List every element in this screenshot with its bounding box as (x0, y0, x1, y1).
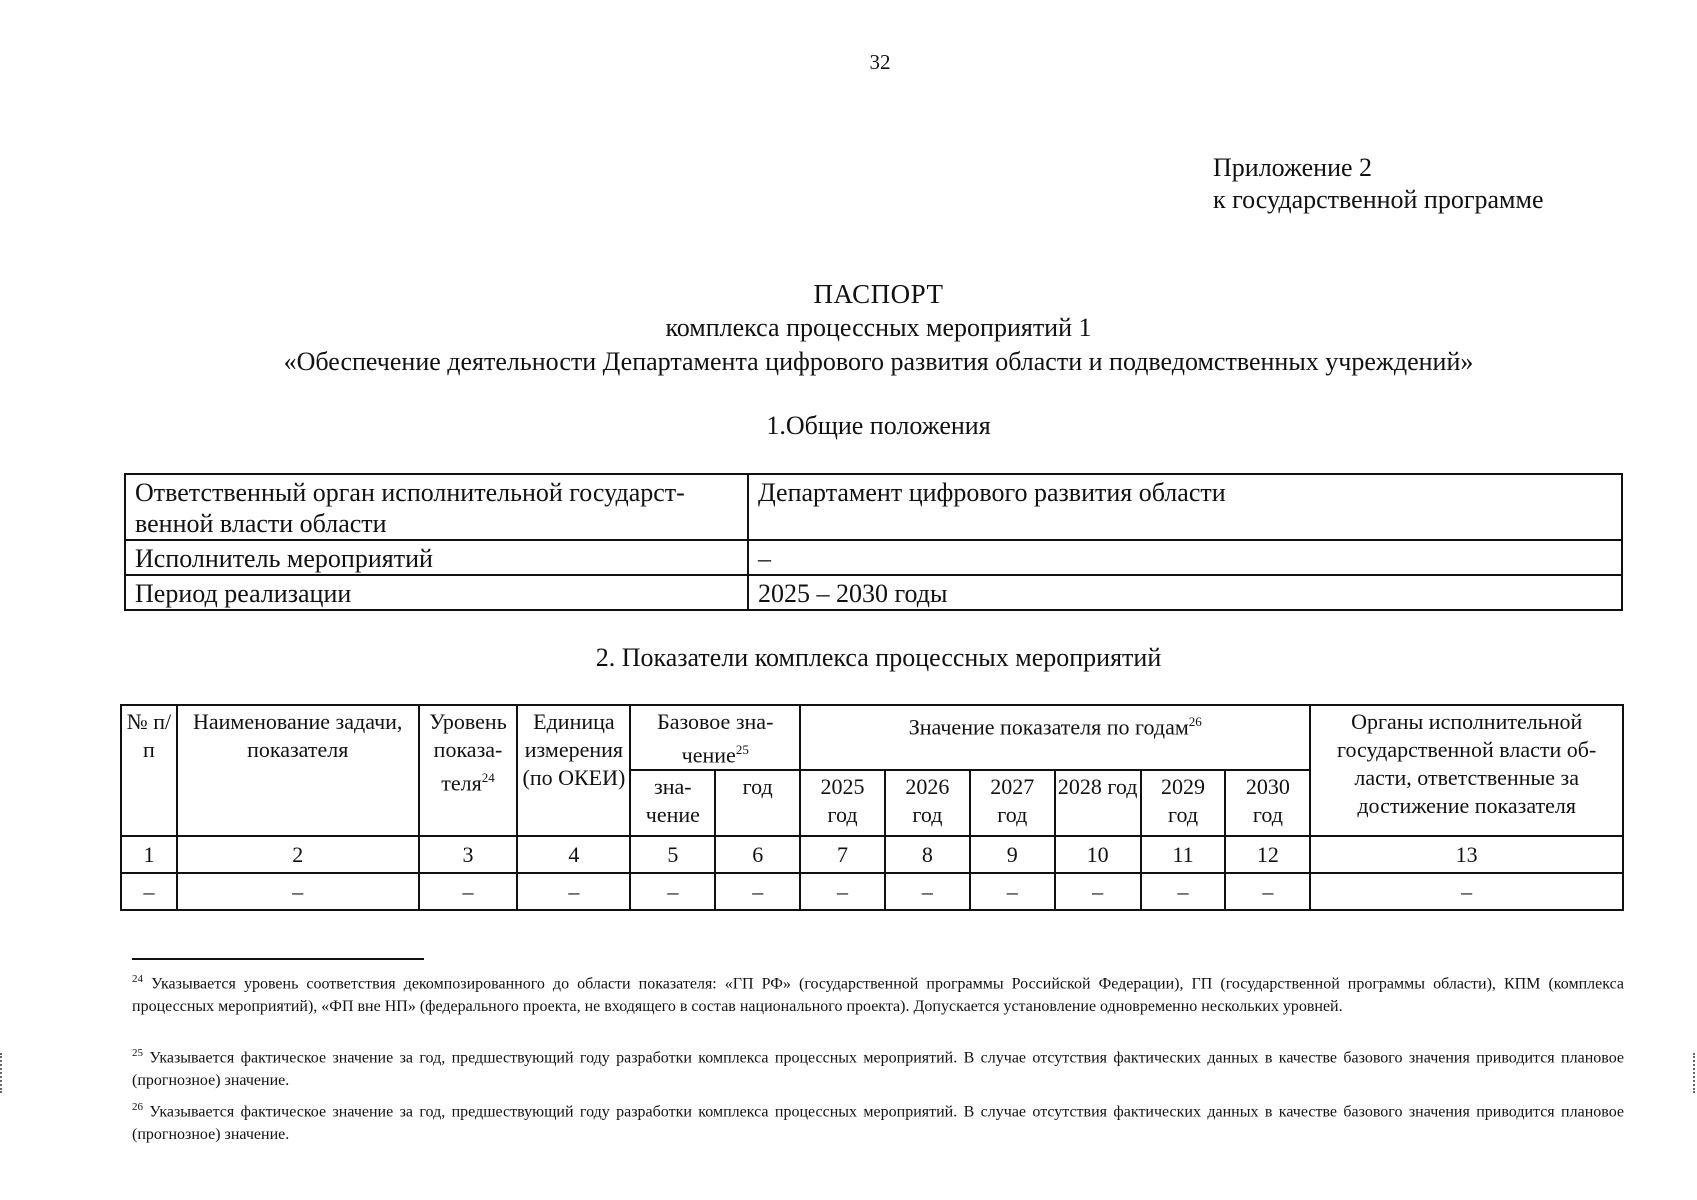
col-header-unit: Единица измерения (по ОКЕИ) (517, 705, 630, 836)
table-row (125, 540, 1622, 575)
footnote-separator (132, 958, 424, 960)
column-number: 6 (715, 836, 800, 873)
table-cell: – (1225, 873, 1310, 910)
col-header-year-2029: 2029 год (1141, 770, 1226, 836)
table-cell: – (1055, 873, 1141, 910)
table-cell: – (630, 873, 715, 910)
passport-name: «Обеспечение деятельности Департамента цифрового развития области и подведомственных учреждений» (283, 347, 1474, 376)
col-header-year-2026: 2026 год (885, 770, 970, 836)
footnote-24 (132, 968, 1624, 1018)
executor-value: – (748, 540, 1622, 575)
col-header-level (419, 705, 518, 836)
appendix-line-2: к государственной программе (1213, 185, 1544, 214)
passport-subtitle: комплекса процессных мероприятий 1 (665, 313, 1092, 342)
column-number: 9 (970, 836, 1055, 873)
column-number: 2 (177, 836, 419, 873)
passport-title: ПАСПОРТ (813, 279, 944, 309)
column-number: 5 (630, 836, 715, 873)
period-label: Период реализации (125, 575, 748, 610)
footnote-number: 24 (132, 973, 143, 985)
table-cell: – (800, 873, 885, 910)
table-cell: – (970, 873, 1055, 910)
column-number: 11 (1141, 836, 1226, 873)
table-row (125, 474, 1622, 540)
footnote-25 (132, 1042, 1624, 1092)
footnote-ref-24: 24 (481, 770, 495, 785)
table-cell: – (1141, 873, 1226, 910)
footnote-text: Указывается фактическое значение за год, предшествующий году разработки комплекса процессных мероприятий. В случае отсутствия фактических данных в качестве базового значения приводится плановое (прогнозное) значение. (132, 1103, 1625, 1144)
period-value: 2025 – 2030 годы (748, 575, 1622, 610)
page-number: 32 (869, 50, 891, 74)
executor-label: Исполнитель мероприятий (125, 540, 748, 575)
column-number: 1 (121, 836, 177, 873)
column-number: 8 (885, 836, 970, 873)
col-header-years-text: Значение показателя по годам (908, 714, 1189, 740)
col-header-level-text: Уровень показателя (429, 709, 507, 796)
footnote-number: 26 (132, 1101, 143, 1113)
footnote-number: 25 (132, 1047, 143, 1059)
appendix-line-1: Приложение 2 (1213, 153, 1373, 182)
indicators-table (120, 704, 1624, 911)
column-number: 13 (1310, 836, 1623, 873)
section-2-heading: 2. Показатели комплекса процессных мероприятий (595, 643, 1162, 672)
scan-edge-mark-right (1693, 1053, 1697, 1093)
column-number: 3 (419, 836, 518, 873)
column-number: 4 (517, 836, 630, 873)
table-cell: – (517, 873, 630, 910)
responsible-body-label: Ответственный орган исполнительной государственной власти области (125, 474, 748, 540)
col-header-years-group (800, 705, 1310, 770)
general-provisions-table (124, 473, 1623, 611)
col-header-base-year: год (715, 770, 800, 836)
appendix-note (1213, 152, 1544, 216)
table-cell: – (1310, 873, 1623, 910)
responsible-body-value: Департамент цифрового развития области (748, 474, 1622, 540)
col-header-base (630, 705, 800, 770)
header-row-1 (121, 705, 1623, 770)
table-row (121, 873, 1623, 910)
col-header-year-2027: 2027 год (970, 770, 1055, 836)
table-cell: – (121, 873, 177, 910)
scan-edge-mark-left (0, 1053, 4, 1093)
table-cell: – (419, 873, 518, 910)
col-header-organs: Органы исполнительной государственной власти области, ответственные за достижение показателя (1310, 705, 1623, 836)
table-cell: – (177, 873, 419, 910)
footnote-ref-25: 25 (735, 742, 749, 757)
col-header-name: Наименование задачи, показателя (177, 705, 419, 836)
col-header-base-value: значение (630, 770, 715, 836)
col-header-year-2030: 2030 год (1225, 770, 1310, 836)
col-header-year-2025: 2025 год (800, 770, 885, 836)
footnote-text: Указывается фактическое значение за год, предшествующий году разработки комплекса процессных мероприятий. В случае отсутствия фактических данных в качестве базового значения приводится плановое (прогнозное) значение. (132, 1049, 1625, 1090)
column-number: 7 (800, 836, 885, 873)
footnote-26 (132, 1096, 1624, 1146)
section-1-heading: 1.Общие положения (766, 411, 991, 440)
column-number-row (121, 836, 1623, 873)
table-row (125, 575, 1622, 610)
column-number: 10 (1055, 836, 1141, 873)
col-header-year-2028: 2028 год (1055, 770, 1141, 836)
col-header-num: № п/п (121, 705, 177, 836)
table-cell: – (885, 873, 970, 910)
col-header-base-text: Базовое значение (657, 709, 774, 768)
table-cell: – (715, 873, 800, 910)
footnote-ref-26: 26 (1188, 714, 1202, 729)
footnote-text: Указывается уровень соответствия декомпозированного до области показателя: «ГП РФ» (государственной программы Российской Федерации), ГП (государственной программы области), КПМ (комплекса процессных мероприятий), «ФП вне НП» (федерального проекта, не входящего в состав национального проекта). Допускается установление одновременно нескольких уровней. (132, 975, 1624, 1016)
column-number: 12 (1225, 836, 1310, 873)
